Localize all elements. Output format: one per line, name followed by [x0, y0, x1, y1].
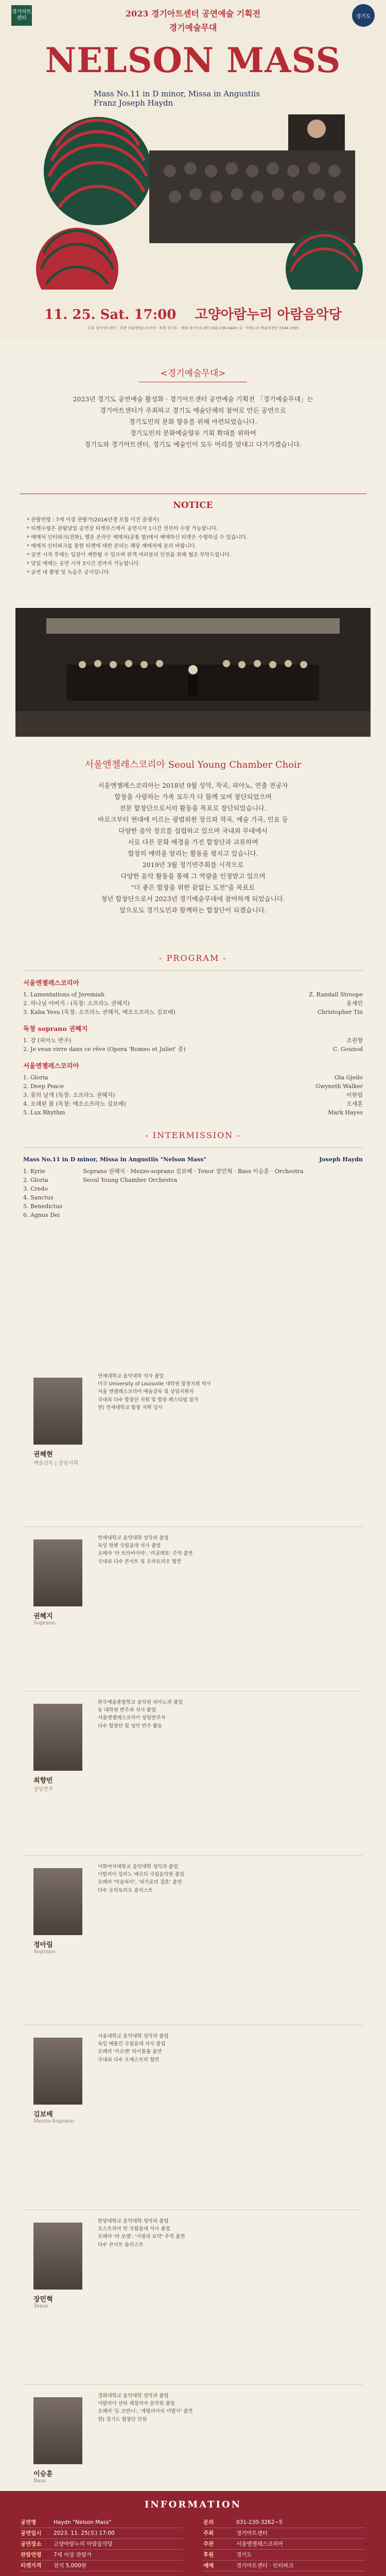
stage-illustration: [15, 608, 371, 737]
mass-movement: 3. Credo: [23, 1185, 48, 1192]
program-composer: 이한림: [346, 1092, 363, 1098]
gac-logo: 경기아트센터: [11, 5, 32, 26]
info-value: 2023. 11. 25(토) 17:00: [54, 2530, 115, 2536]
artist-card: [23, 1365, 363, 1527]
artist-role: Tenor: [33, 2303, 49, 2309]
artist-role: Soprano: [33, 1949, 56, 1955]
program-composer: 윤제민: [346, 1000, 363, 1007]
artist-name: 권혜현: [33, 1451, 53, 1459]
info-key: 공연일시: [21, 2530, 42, 2536]
program-composer: C. Gounod: [332, 1046, 363, 1053]
intro-line: 경기도민의 문화예술향유 기회 확대를 위하여: [130, 429, 256, 437]
mass-cast: Soprano 권혜지 · Mezzo-soprano 김보배 · Tenor 장민혁 · Bass 이승훈 · Orchestra Seoul Young Chamber Orchestra: [83, 1168, 304, 1183]
info-value: 고양아람누리 아람음악당: [54, 2541, 113, 2547]
artist-bio: [98, 1699, 183, 1730]
artist-name: 이승훈: [33, 2470, 53, 2478]
intro-text: [21, 394, 365, 450]
mass-movements: [23, 1167, 62, 1219]
information-col-left: [21, 2517, 183, 2571]
information-section: [0, 2491, 386, 2576]
mass-movement: 2. Gloria: [23, 1177, 48, 1183]
bio-line: 동 대학원 반주과 석사 졸업: [98, 1707, 156, 1714]
info-key: 공연장소: [21, 2541, 42, 2547]
program-piece: 1. 강 (피아노 반주): [23, 1037, 72, 1044]
choir-line: "더 좋은 합창을 위한 끝없는 도전"을 목표로: [131, 884, 255, 891]
program-item: [23, 1008, 363, 1016]
notice-line: * 티켓수령은 관람당일 공연장 티켓부스에서 공연시작 1시간 전부터 수령 가능합니다.: [27, 526, 218, 532]
info-value: 경기아트센터: [236, 2530, 268, 2536]
info-value: 서울엔젤레스코리아: [236, 2541, 284, 2547]
info-row: [21, 2539, 183, 2550]
notice-line: * 관람연령 : 7세 이상 관람가(2016년생 포함 이전 출생자): [27, 517, 159, 523]
artist-name: 최향빈: [33, 1777, 53, 1785]
info-row: [203, 2561, 365, 2571]
choir-line: 전문 합창단으로서의 활동을 목표로 창단되었습니다.: [119, 804, 267, 812]
info-key: 예매: [203, 2563, 214, 2569]
program-piece: 4. 오래된 봄 (독창: 메조소프라노 김보배): [23, 1100, 126, 1107]
program-group-title: 독창 soprano 권혜지: [23, 1025, 88, 1032]
info-value: 전석 5,000원: [54, 2563, 86, 2569]
info-key: 주관: [203, 2541, 214, 2547]
info-row: [21, 2550, 183, 2561]
information-grid: [21, 2517, 365, 2571]
notice-line: * 당일 예매는 공연 시작 3시간 전까지 가능합니다.: [27, 561, 141, 567]
artist-role: 상임반주: [33, 1787, 54, 1792]
program-header: - PROGRAM -: [159, 953, 227, 963]
bio-line: 한국예술종합학교 음악원 피아노과 졸업: [98, 1700, 183, 1705]
notice-line: * 공연 내 촬영 및 녹음은 금지입니다.: [27, 570, 111, 575]
intro-line: 경기도민의 문화 향유를 위해 마련되었습니다.: [129, 418, 257, 426]
bio-line: 연세대학교 음악대학 성악과 졸업: [98, 1535, 169, 1541]
mass-composer: Joseph Haydn: [319, 1156, 363, 1163]
program-composer: Gwyneth Walker: [315, 1083, 363, 1090]
choir-line: 다양한 음악 장르를 섭렵하고 있으며 국내외 무대에서: [118, 827, 268, 835]
artist-bio: [98, 1372, 211, 1412]
notice-title: NOTICE: [173, 500, 213, 511]
bio-line: 현) 경기도 합창단 단원: [98, 2416, 147, 2422]
artist-photo: [33, 1868, 82, 1935]
notice-line: * 예매처 인터파크를 통한 티켓에 대한 문의는 해당 예매처에 문의 바랍니다.: [27, 544, 197, 549]
program-item: [23, 1108, 363, 1117]
info-key: 티켓가격: [21, 2563, 42, 2569]
poster-supertitle: 2023 경기아트센터 공연예술 기획전: [125, 9, 261, 19]
bio-line: 국내외 다수 오케스트라 협연: [98, 2057, 160, 2063]
program-composer: Mark Hayes: [328, 1109, 363, 1116]
bio-line: 오스트리아 빈 국립음대 석사 졸업: [98, 2226, 170, 2232]
poster-subtitle-line-2: Franz Joseph Haydn: [94, 98, 173, 108]
artist-photo: [33, 1378, 82, 1445]
info-row: [203, 2550, 365, 2561]
program-piece: 2. 하나님 아버지 - (독창: 소프라노 권혜지): [23, 1000, 130, 1007]
program-divider: [23, 970, 363, 971]
artist-name: 권혜지: [33, 1613, 53, 1620]
choir-line: 바로크부터 현대에 이르는 광범위한 장르와 작곡, 예술 가곡, 민요 등: [98, 816, 288, 823]
intro-header: <경기예술무대>: [160, 368, 226, 379]
mass-heading: [23, 1155, 363, 1164]
poster-fine-print: 주최 경기아트센터 · 주관 서울엔젤스코리아 · 후원 경기도 · 예매 경기아트센터 031-230-3440~2 · 아람누리 예술의전당 1544-1555: [87, 326, 299, 330]
artist-role: 예술감독 | 상임지휘: [33, 1461, 79, 1466]
bio-line: 다수 합창단 및 성악 반주 활동: [98, 1723, 163, 1729]
bio-line: 국내외 다수 합창단 지휘 및 합창 페스티벌 참가: [98, 1397, 199, 1403]
bio-line: 이탈리아 밀라노 베르디 국립음악원 졸업: [98, 1872, 185, 1878]
artist-card: [23, 1856, 363, 2025]
artist-card: [23, 2210, 363, 2385]
info-row: [203, 2517, 365, 2528]
artist-name: 장민혁: [33, 2296, 53, 2303]
information-title: INFORMATION: [144, 2499, 242, 2510]
notice-box: [20, 494, 366, 583]
artist-bio: [98, 2392, 193, 2424]
choir-line: 다양한 음악 활동을 통해 그 역량을 인정받고 있으며: [120, 872, 266, 880]
info-value: Haydn "Nelson Mass": [54, 2519, 112, 2526]
program-composer: Z. Randall Stroope: [309, 991, 363, 998]
artist-photo: [33, 2223, 82, 2290]
program-item: [23, 1099, 363, 1108]
choir-stage-photo: [15, 608, 371, 737]
artists-section: [0, 1365, 386, 2491]
bio-line: 한양대학교 음악대학 성악과 졸업: [98, 2218, 169, 2224]
program-composer: Christopher Tin: [317, 1009, 363, 1015]
info-key: 주최: [203, 2530, 214, 2536]
mass-name: Mass No.11 in D minor, Missa in Angustiis "Nelson Mass": [23, 1156, 207, 1163]
bio-line: 오페라 '카르멘' 타이틀롤 출연: [98, 2049, 162, 2055]
artist-photo: [33, 1704, 82, 1771]
program-piece: 1. Gloria: [23, 1074, 48, 1081]
program-composer: 오세훈: [346, 1100, 363, 1107]
bio-line: 오페라 '돈 조반니', '세빌리아의 이발사' 출연: [98, 2409, 193, 2415]
artist-card: [23, 2025, 363, 2210]
mass-movement: 1. Kyrie: [23, 1168, 46, 1175]
artist-bio: [98, 2032, 169, 2064]
intermission-divider: [23, 1147, 363, 1148]
gyeonggi-logo: 경기도: [352, 4, 375, 27]
bio-line: 서울대학교 음악대학 성악과 졸업: [98, 2033, 169, 2039]
info-value: 경기도: [236, 2552, 252, 2558]
program-piece: 2. Deep Peace: [23, 1083, 64, 1090]
bio-line: 이탈리아 산타 체칠리아 음악원 졸업: [98, 2401, 175, 2407]
intro-section: [0, 340, 386, 489]
info-row: [21, 2561, 183, 2571]
choir-line: 청년 합창단으로서 2023년 경기예술무대에 참여하게 되었습니다.: [101, 895, 285, 903]
poster-subtitle: [94, 89, 300, 108]
artist-photo: [33, 1539, 82, 1606]
intermission-label: - INTERMISSION -: [145, 1130, 241, 1140]
bio-line: 국내외 다수 콘서트 및 오라토리오 협연: [98, 1558, 181, 1565]
program-item: [23, 1073, 363, 1082]
program-piece: 2. Je veux vivre dans ce rêve (Opera 'Romeo et Juliet' 중): [23, 1046, 186, 1053]
info-key: 후원: [203, 2552, 214, 2558]
poster-date: 11. 25. Sat. 17:00: [44, 307, 177, 323]
info-value: 경기아트센터 · 인터파크: [236, 2563, 294, 2569]
poster-venue: 고양아람누리 아람음악당: [195, 307, 342, 323]
mass-movement: 6. Agnus Dei: [23, 1212, 60, 1218]
artist-role: Soprano: [33, 1620, 56, 1626]
artist-card: [23, 1691, 363, 1856]
artist-photo: [33, 2397, 82, 2464]
choir-section: [0, 608, 386, 938]
bio-line: 오페라 '라 보엠', '사랑의 묘약' 주역 출연: [98, 2234, 185, 2240]
info-row: [203, 2539, 365, 2550]
info-value: 031-230-3262~5: [236, 2519, 283, 2526]
artist-bio: [98, 2217, 185, 2249]
bio-line: 독일 베를린 국립음대 석사 졸업: [98, 2041, 166, 2047]
choir-line: 서로 다른 문화 배경을 가진 합창단과 교류하며: [128, 838, 258, 846]
bio-line: 서울 엔젤레스코리아 예술감독 및 상임지휘자: [98, 1389, 194, 1395]
intro-line: 경기도와 경기아트센터, 경기도 예술인이 모두 머리를 맞대고 다가가겠습니다.: [84, 440, 302, 448]
bio-line: 다수 오라토리오 솔리스트: [98, 1887, 153, 1893]
choir-line: 합창의 매력을 알리는 활동을 펼치고 있습니다.: [128, 850, 258, 857]
artist-bio: [98, 1534, 193, 1566]
bio-line: 이화여자대학교 음악대학 성악과 졸업: [98, 1864, 178, 1870]
program-piece: 5. Lux Rhythm: [23, 1109, 65, 1116]
artist-name: 김보배: [33, 2111, 53, 2119]
program-item: [23, 999, 363, 1008]
bio-line: 미국 University of Louisville 대학원 합창지휘 박사: [98, 1381, 212, 1387]
poster-supertitle-2: 경기예술무대: [169, 23, 217, 32]
choir-line: 앞으로도 경기도민과 함께하는 합창단이 되겠습니다.: [119, 906, 267, 914]
bio-line: 독일 뮌헨 국립음대 석사 졸업: [98, 1543, 161, 1549]
info-key: 문의: [203, 2519, 214, 2526]
program-composer: Ola Gjeilo: [335, 1074, 363, 1081]
poster-date-venue: [0, 304, 386, 323]
program-item: [23, 1082, 363, 1091]
artist-bio: [98, 1863, 184, 1894]
program-group-title: 서울엔젤레스코리아: [23, 1062, 79, 1070]
bio-line: 다수 콘서트 솔리스트: [98, 2242, 144, 2248]
bio-line: 경희대학교 음악대학 성악과 졸업: [98, 2393, 169, 2399]
intro-line: 경기아트센터가 주최하고 경기도 예술단체의 참여로 만든 공연으로: [100, 406, 286, 414]
intro-line: 2023년 경기도 공연예술 활성화 · 경기아트센터 공연예술 기획전 「경기예술무대」는: [73, 395, 313, 403]
bio-line: 현) 연세대학교 합창 지휘 강사: [98, 1404, 163, 1411]
artist-photo: [33, 2038, 82, 2105]
information-col-right: [203, 2517, 365, 2571]
program-piece: 3. 꿈의 날개 (독창: 소프라노 권혜지): [23, 1092, 115, 1098]
artist-role: Mezzo-Soprano: [33, 2119, 74, 2124]
artist-role: Bass: [33, 2478, 46, 2484]
artist-name: 정아림: [33, 1941, 53, 1949]
info-row: [21, 2528, 183, 2539]
mass-body: [23, 1167, 363, 1219]
program-piece: 1. Lamentations of Jeremiah: [23, 991, 105, 998]
program-composer: 조원향: [346, 1037, 363, 1044]
artist-card: [23, 1527, 363, 1691]
poster-subtitle-line: Mass No.11 in D minor, Missa in Angustiis: [94, 89, 260, 98]
mass-movement: 5. Benedictus: [23, 1203, 63, 1210]
program-piece: 3. Kaba Yesu (독창: 소프라노 권혜지, 메조소프라노 김보배): [23, 1009, 176, 1015]
mass-movement: 4. Sanctus: [23, 1194, 54, 1201]
info-row: [203, 2528, 365, 2539]
conductor-face: [307, 120, 326, 138]
program-item: [23, 990, 363, 999]
bio-line: 연세대학교 음악대학 석사 졸업: [98, 1374, 164, 1379]
choir-description: [26, 780, 360, 916]
poster-title: NELSON MASS: [45, 40, 341, 80]
info-row: [21, 2517, 183, 2528]
info-key: 공연명: [21, 2519, 37, 2526]
choir-line: 합창을 사랑하는 가족 모두가 다 함께 모여 창단되었으며: [114, 793, 272, 801]
program-item: [23, 1045, 363, 1054]
poster: [0, 0, 386, 340]
info-key: 관람연령: [21, 2552, 42, 2558]
choir-line: 2019년 3월 정기연주회를 시작으로: [142, 861, 244, 869]
info-value: 7세 이상 관람가: [54, 2552, 92, 2558]
poster-artwork: [21, 114, 365, 290]
program-group-title: 서울엔젤레스코리아: [23, 979, 79, 987]
bio-line: 오페라 '라 트라비아타', '리골레토' 주역 출연: [98, 1551, 193, 1557]
notice-section: [0, 489, 386, 608]
notice-line: * 공연 시작 후에는 입장이 제한될 수 있으며 관객 여러분의 안전을 위해 협조 부탁드립니다.: [27, 552, 232, 558]
program-item: [23, 1036, 363, 1045]
choir-line: 서울엔젤레스코리아는 2018년 9월 성악, 작곡, 피아노, 연출 전공자: [98, 782, 288, 789]
notice-line: * 예매처 인터파크(전화), 멜론 온라인 예매처(공통 할)에서 예매하신 티켓은 수령하실 수 있습니다.: [27, 535, 248, 540]
bio-line: 오페라 '마술피리', '피가로의 결혼' 출연: [98, 1879, 182, 1886]
program-item: [23, 1091, 363, 1099]
choir-title: 서울엔젤레스코리아 Seoul Young Chamber Choir: [84, 759, 302, 770]
bio-line: 서울엔젤레스코리아 상임반주자: [98, 1715, 166, 1721]
program-section: [0, 953, 386, 1365]
